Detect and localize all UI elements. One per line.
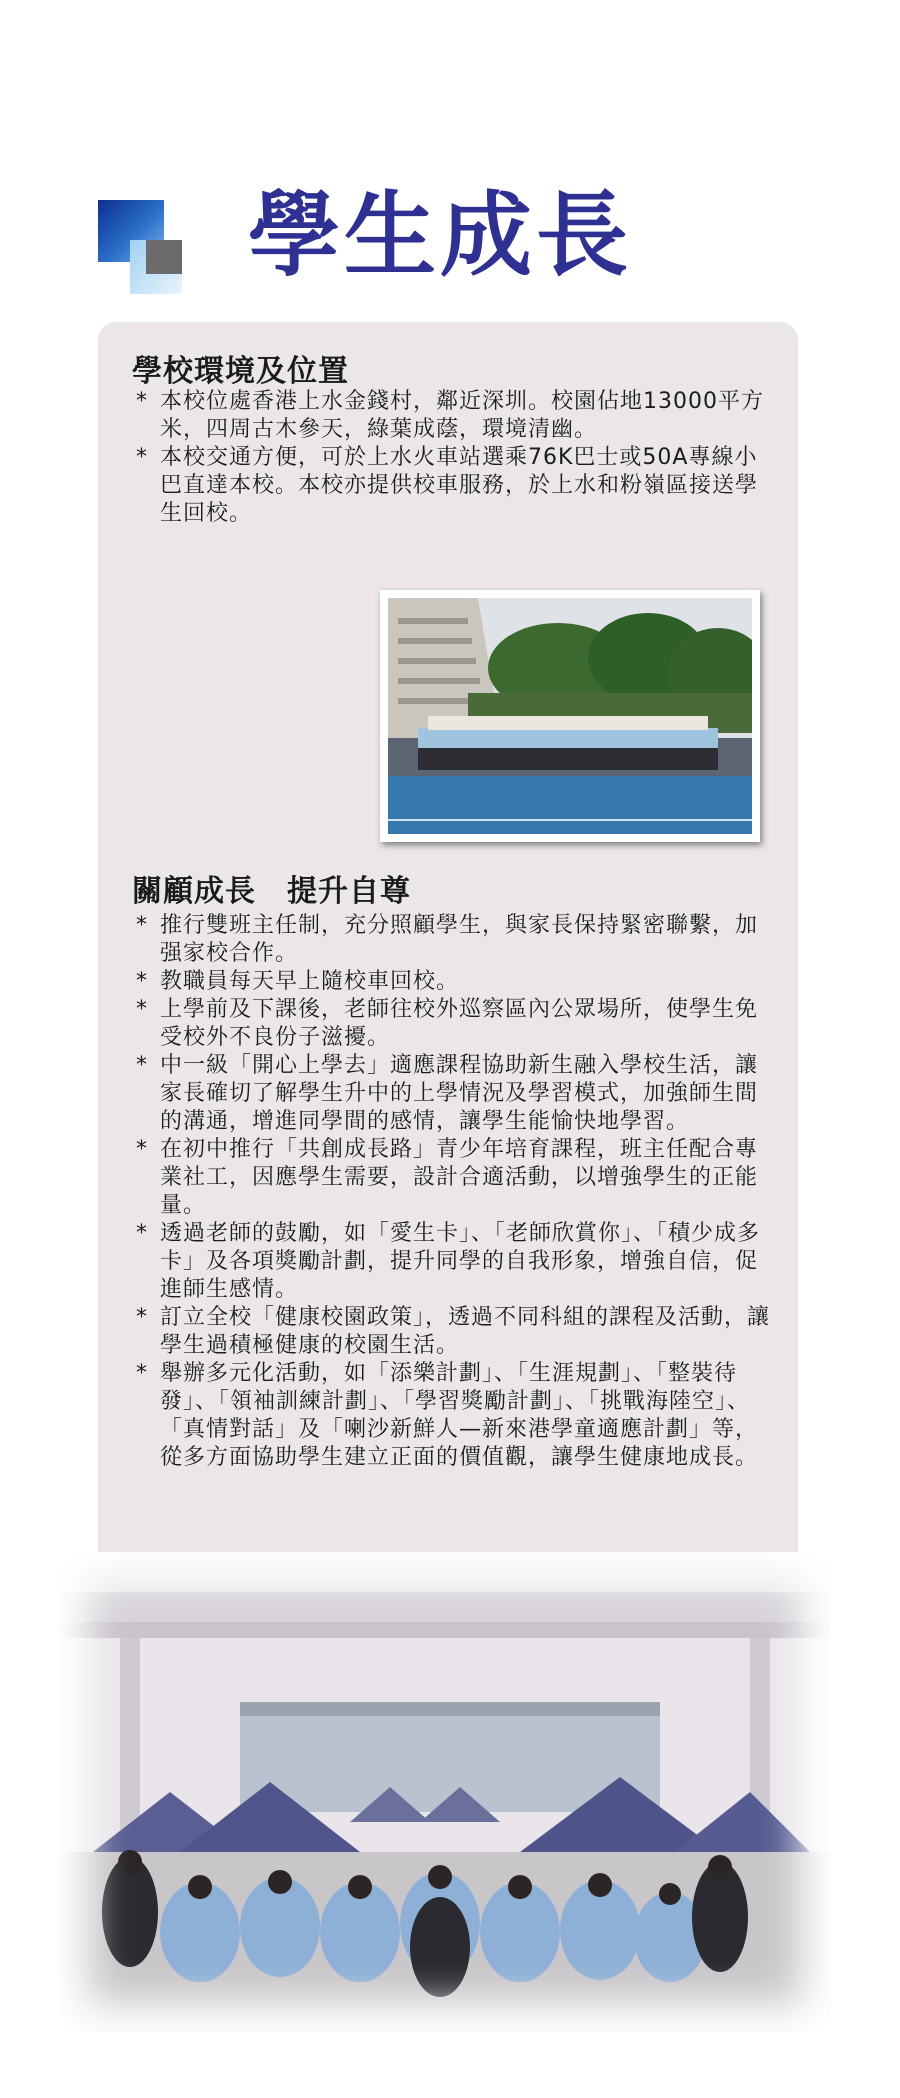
- bullet-list-environment: [136, 388, 776, 528]
- school-group-photo-illustration: [388, 598, 752, 834]
- page-title: 學生成長: [248, 182, 633, 289]
- list-item: * 在初中推行「共創成長路」青少年培育課程，班主任配合專業社工，因應學生需要，設計合適活動，以增強學生的正能量。: [136, 1137, 759, 1218]
- list-item: * 上學前及下課後，老師往校外巡察區內公眾場所，使學生免受校外不良份子滋擾。: [136, 997, 759, 1050]
- list-item: * 舉辦多元化活動，如「添樂計劃」、「生涯規劃」、「整裝待發」、「領袖訓練計劃」、「學習獎勵計劃」、「挑戰海陸空」、「真情對話」及「喇沙新鮮人—新來港學童適應計劃」等，從多方面協助學生建立正面的價值觀，讓學生健康地成長。: [136, 1361, 759, 1470]
- logo-square-gray: [146, 240, 182, 274]
- list-item: * 推行雙班主任制，充分照顧學生，與家長保持緊密聯繫，加强家校合作。: [136, 913, 759, 966]
- list-item: * 本校位處香港上水金錢村，鄰近深圳。校園佔地13000平方米，四周古木參天，綠葉成蔭，環境清幽。: [136, 389, 764, 442]
- section-title-environment: 學校環境及位置: [132, 354, 349, 389]
- list-item: * 透過老師的鼓勵，如「愛生卡」、「老師欣賞你」、「積少成多卡」及各項獎勵計劃，提升同學的自我形象，增強自信，促進師生感情。: [136, 1221, 761, 1302]
- section-title-care-growth: 關顧成長 提升自尊: [132, 874, 411, 909]
- bullet-list-care-growth: [136, 912, 776, 1472]
- camp-group-photo: [60, 1552, 830, 2032]
- school-group-photo: [380, 590, 760, 842]
- list-item: * 中一級「開心上學去」適應課程協助新生融入學校生活，讓家長確切了解學生升中的上學情況及學習模式，加強師生間的溝通，增進同學間的感情，讓學生能愉快地學習。: [136, 1053, 759, 1134]
- list-item: * 本校交通方便，可於上水火車站選乘76K巴士或50A專線小巴直達本校。本校亦提供校車服務，於上水和粉嶺區接送學生回校。: [136, 445, 759, 526]
- list-item: * 教職員每天早上隨校車回校。: [136, 969, 460, 994]
- logo-squares: [98, 200, 186, 298]
- list-item: * 訂立全校「健康校園政策」，透過不同科組的課程及活動，讓學生過積極健康的校園生活。: [136, 1305, 771, 1358]
